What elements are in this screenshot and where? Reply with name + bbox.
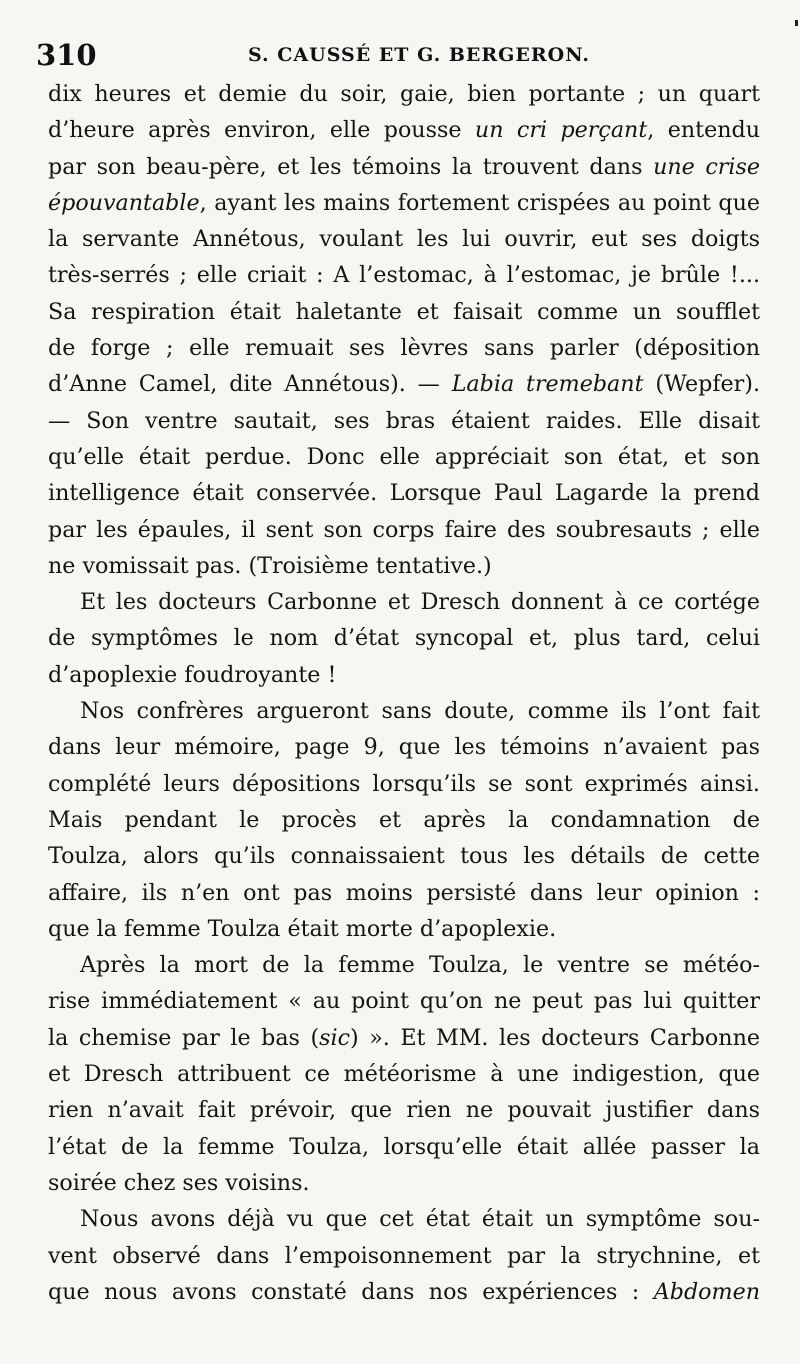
text-run: dix heures et demie du soir, gaie, bien portante ; un quart (48, 81, 760, 107)
text-run: d’Anne Camel, dite Annétous). — (48, 371, 452, 398)
text-run: (Wepfer). (643, 371, 760, 398)
text-run: Toulza, alors qu’ils connaissaient tous les détails de cette (48, 843, 760, 870)
text-run: rien n’avait fait prévoir, que rien ne pouvait justifier dans (48, 1097, 760, 1124)
text-line (48, 185, 760, 221)
text-line (48, 693, 760, 729)
italic-run: une crise (653, 153, 760, 180)
text-line (48, 366, 760, 402)
edge-mark (795, 20, 798, 26)
text-line (48, 1020, 760, 1056)
text-run: qu’elle était perdue. Donc elle appréciait son état, et son (48, 443, 760, 470)
text-line (48, 584, 760, 620)
text-run: l’état de la femme Toulza, lorsqu’elle était allée passer la (48, 1133, 760, 1160)
text-line (48, 1129, 760, 1165)
text-line (48, 439, 760, 475)
text-line (48, 766, 760, 802)
text-line (48, 1201, 760, 1237)
text-run: Mais pendant le procès et après la condamnation de (48, 806, 760, 833)
text-line (48, 475, 760, 511)
italic-run: épouvantable (48, 189, 200, 216)
text-run: ) ». Et MM. les docteurs Carbonne (350, 1024, 761, 1051)
text-line (48, 1274, 760, 1310)
text-line (48, 911, 760, 947)
text-run: intelligence était conservée. Lorsque Paul Lagarde la prend (48, 480, 760, 507)
text-run: par son beau-père, et les témoins la trouvent dans (48, 153, 654, 180)
text-run: vent observé dans l’empoisonnement par la strychnine, et (48, 1242, 760, 1269)
page-header (36, 38, 766, 74)
text-line (48, 620, 760, 656)
text-line (48, 330, 760, 366)
italic-run: Labia tremebant (451, 371, 644, 398)
text-run: complété leurs dépositions lorsqu’ils se sont exprimés ainsi. (48, 770, 760, 797)
text-line (48, 1092, 760, 1128)
text-run: — Son ventre sautait, ses bras étaient raides. Elle disait (48, 407, 760, 434)
text-line (48, 149, 760, 185)
text-line (48, 729, 760, 765)
text-line (48, 76, 760, 112)
text-line (48, 257, 760, 293)
text-line (48, 1165, 760, 1201)
text-line (48, 403, 760, 439)
text-run: d’heure après environ, elle pousse (48, 117, 475, 144)
text-line (48, 947, 760, 983)
text-run: de symptômes le nom d’état syncopal et, plus tard, celui (48, 625, 760, 652)
text-run: soirée chez ses voisins. (48, 1169, 310, 1196)
text-run: , entendu (647, 117, 761, 144)
italic-run: sic (319, 1024, 351, 1051)
text-line (48, 112, 760, 148)
text-line (48, 1056, 760, 1092)
text-line (48, 548, 760, 584)
text-run: Et les docteurs Carbonne et Dresch donnent à ce cortége (80, 589, 760, 616)
text-run: d’apoplexie foudroyante ! (48, 661, 337, 688)
text-line (48, 657, 760, 693)
page-number: 310 (36, 38, 97, 72)
text-run: et Dresch attribuent ce météorisme à une indigestion, que (48, 1061, 760, 1088)
text-run: que la femme Toulza était morte d’apoplexie. (48, 915, 557, 942)
italic-run: un cri perçant (474, 117, 648, 144)
italic-run: Abdomen (653, 1278, 760, 1305)
text-run: ne vomissait pas. (Troisième tentative.) (48, 552, 492, 579)
text-run: rise immédiatement « au point qu’on ne peut pas lui quitter (48, 988, 760, 1015)
text-line (48, 294, 760, 330)
text-run: la servante Annétous, voulant les lui ouvrir, eut ses doigts (48, 226, 760, 253)
text-run: Après la mort de la femme Toulza, le ventre se météo- (80, 952, 760, 979)
text-run: Nous avons déjà vu que cet état était un symptôme sou- (80, 1206, 760, 1233)
text-run: très-serrés ; elle criait : A l’estomac, à l’estomac, je brûle !... (48, 262, 760, 289)
text-run: la chemise par le bas ( (48, 1024, 320, 1051)
text-run: de forge ; elle remuait ses lèvres sans parler (déposition (48, 335, 760, 362)
text-run: par les épaules, il sent son corps faire des soubresauts ; elle (48, 516, 760, 543)
text-run: dans leur mémoire, page 9, que les témoins n’avaient pas (48, 734, 760, 761)
text-line (48, 875, 760, 911)
text-line (48, 512, 760, 548)
running-head: S. CAUSSÉ ET G. BERGERON. (248, 44, 590, 66)
text-run: que nous avons constaté dans nos expériences : (48, 1278, 654, 1305)
text-line (48, 221, 760, 257)
text-run: Sa respiration était haletante et faisait comme un soufflet (48, 298, 760, 325)
text-line (48, 983, 760, 1019)
text-run: , ayant les mains fortement crispées au point que (199, 189, 760, 216)
text-line (48, 838, 760, 874)
text-line (48, 1238, 760, 1274)
text-line (48, 802, 760, 838)
text-run: Nos confrères argueront sans doute, comme ils l’ont fait (80, 698, 760, 725)
text-run: affaire, ils n’en ont pas moins persisté dans leur opinion : (48, 879, 760, 906)
body-text (48, 76, 760, 1310)
